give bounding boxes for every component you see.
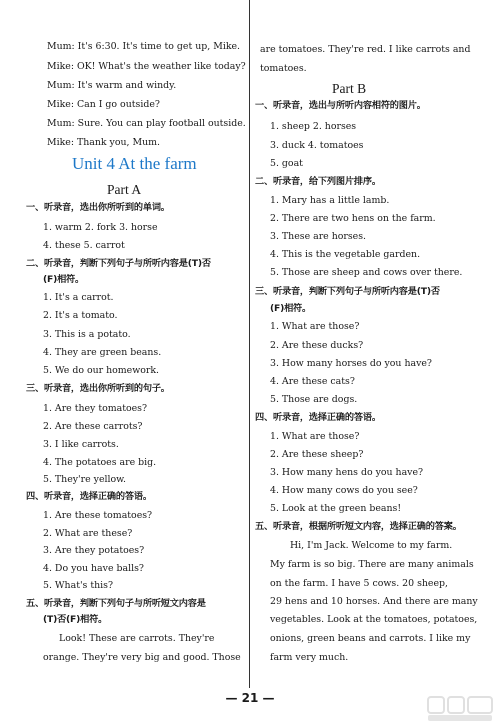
answer-line: 1. What are those? [270,321,360,332]
answer-line: 3. How many hens do you have? [270,467,424,478]
passage-line: Hi, I'm Jack. Welcome to my farm. [290,540,453,551]
passage-line: are tomatoes. They're red. I like carrots and [260,44,471,55]
unit-title: Unit 4 At the farm [72,154,197,173]
dialogue-line: Mum: Sure. You can play football outside. [47,118,246,129]
answer-line: 5. We do our homework. [43,365,160,376]
answer-line: 5. They're yellow. [43,474,127,485]
answer-line: 4. Are these cats? [270,376,355,387]
passage-line: onions, green beans and carrots. I like my [270,633,471,644]
passage-line: on the farm. I have 5 cows. 20 sheep, [270,578,448,589]
section-heading: 三、听录音，判断下列句子与所听内容是(T)否 [255,286,440,297]
passage-line: tomatoes. [260,63,307,74]
answer-line: 2. Are these sheep? [270,449,364,460]
answer-line: 5. Look at the green beans! [270,503,402,514]
answer-line: 3. These are horses. [270,231,367,242]
section-heading: 四、听录音，选择正确的答语。 [255,412,381,423]
answer-line: 1. Are they tomatoes? [43,403,148,414]
answer-line: 2. There are two hens on the farm. [270,213,436,224]
section-heading-cont: (F)相符。 [270,303,312,314]
answer-line: 3. I like carrots. [43,439,119,450]
answer-line: 2. Are these carrots? [43,421,143,432]
answer-line: 5. Those are sheep and cows over there. [270,267,463,278]
answer-line: 3. Are they potatoes? [43,545,145,556]
answer-line: 4. Do you have balls? [43,563,144,574]
answer-line: 1. warm 2. fork 3. horse [43,222,158,233]
answer-line: 2. It's a tomato. [43,310,118,321]
answer-line: 3. duck 4. tomatoes [270,140,364,151]
answer-line: 5. What's this? [43,580,113,591]
section-heading-cont: (F)相符。 [43,274,85,285]
watermark-logo [426,693,496,723]
dialogue-line: Mike: Can I go outside? [47,99,160,110]
passage-line: farm very much. [270,652,349,663]
section-heading: 二、听录音，给下列图片排序。 [255,176,381,187]
page-number: — 21 — [225,691,275,705]
answer-line: 2. What are these? [43,528,133,539]
section-heading: 五、听录音，判断下列句子与所听短文内容是 [26,598,206,609]
answer-line: 4. these 5. carrot [43,240,125,251]
answer-line: 4. They are green beans. [43,347,162,358]
answer-line: 2. Are these ducks? [270,340,364,351]
answer-line: 5. goat [270,158,303,169]
answer-line: 4. The potatoes are big. [43,457,157,468]
section-heading: 四、听录音，选择正确的答语。 [26,491,152,502]
part-b-title: Part B [332,81,367,96]
dialogue-line: Mum: It's warm and windy. [47,80,177,91]
section-heading: 三、听录音，选出你所听到的句子。 [26,383,170,394]
answer-line: 1. Are these tomatoes? [43,510,153,521]
answer-line: 1. sheep 2. horses [270,121,357,132]
column-divider [249,0,250,688]
answer-line: 3. This is a potato. [43,329,131,340]
passage-line: vegetables. Look at the tomatoes, potatoes, [270,614,478,625]
answer-line: 1. It's a carrot. [43,292,114,303]
passage-line: Look! These are carrots. They're [59,633,215,644]
dialogue-line: Mike: OK! What's the weather like today? [47,61,246,72]
section-heading: 一、听录音，选出你所听到的单词。 [26,202,170,213]
section-heading: 二、听录音，判断下列句子与所听内容是(T)否 [26,258,211,269]
passage-line: 29 hens and 10 horses. And there are many [270,596,478,607]
section-heading-cont: (T)否(F)相符。 [43,614,108,625]
answer-line: 5. Those are dogs. [270,394,358,405]
section-heading: 五、听录音，根据所听短文内容，选择正确的答案。 [255,521,462,532]
answer-line: 1. What are those? [270,431,360,442]
passage-line: My farm is so big. There are many animals [270,559,474,570]
answer-line: 4. This is the vegetable garden. [270,249,421,260]
dialogue-line: Mike: Thank you, Mum. [47,137,160,148]
part-a-title: Part A [107,182,142,197]
section-heading: 一、听录音，选出与所听内容相符的图片。 [255,100,426,111]
answer-line: 3. How many horses do you have? [270,358,432,369]
answer-line: 4. How many cows do you see? [270,485,418,496]
dialogue-line: Mum: It's 6:30. It's time to get up, Mike. [47,41,241,52]
passage-line: orange. They're very big and good. Those [43,652,241,663]
answer-line: 1. Mary has a little lamb. [270,195,390,206]
